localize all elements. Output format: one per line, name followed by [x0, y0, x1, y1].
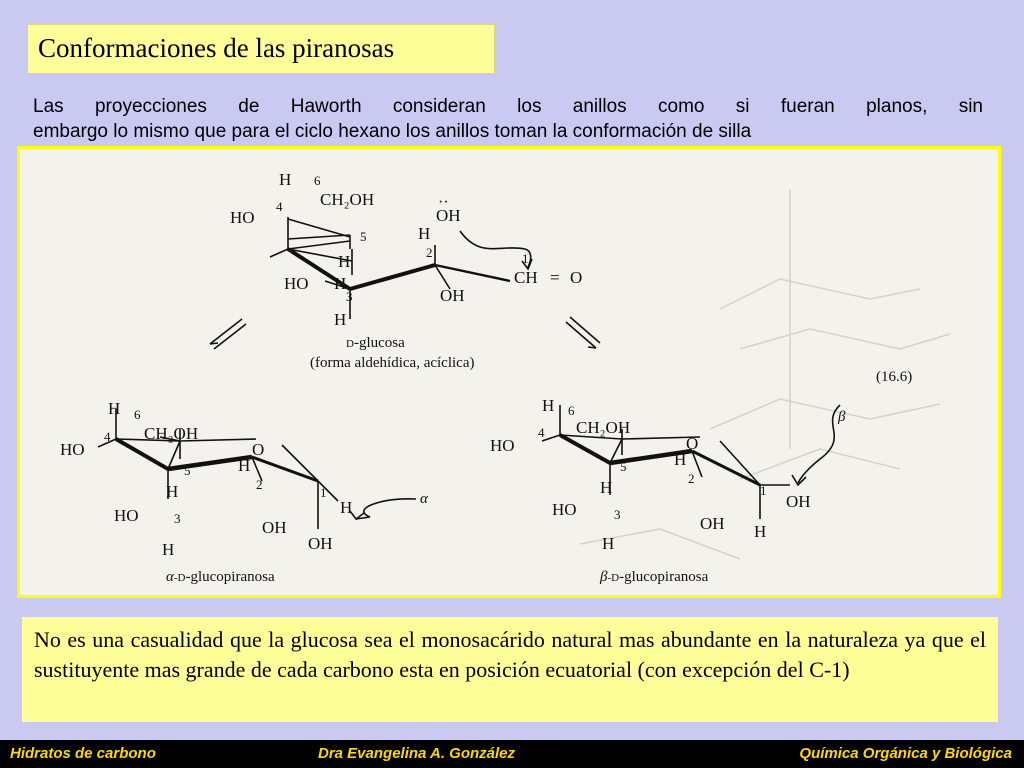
acyc-eq: = [550, 268, 560, 287]
acyc-h-bottom: H [334, 310, 347, 329]
beta-ho-left: HO [490, 436, 515, 455]
beta-h-c5: H [674, 450, 687, 469]
beta-oh-c1: OH [786, 492, 811, 511]
glucose-conformation-figure [17, 146, 1001, 598]
footer-center: Dra Evangelina A. González [318, 745, 515, 762]
acyclic-glucose [210, 170, 600, 371]
beta-c6: 6 [568, 403, 575, 418]
alpha-oh-c2: OH [262, 518, 287, 537]
beta-glucopyranose [490, 396, 846, 585]
note-box [22, 617, 998, 722]
alpha-c4: 4 [104, 429, 111, 444]
acyc-ho-c3: HO [284, 274, 309, 293]
acyc-h-c2: H [338, 252, 351, 271]
equation-number: (16.6) [876, 369, 913, 385]
alpha-o-ring: O [252, 440, 265, 459]
beta-name: β-D-glucopiranosa [600, 569, 709, 585]
beta-ho-c3: HO [552, 500, 577, 519]
alpha-c2: 2 [256, 477, 263, 492]
acyc-c2: 2 [426, 245, 433, 260]
beta-ch2oh: CH₂OH [576, 418, 631, 437]
acyc-o: O [570, 268, 583, 287]
intro-line-1: Las proyecciones de Haworth consideran los anillos como si fueran planos, sin [33, 96, 983, 117]
intro-line-2: embargo lo mismo que para el ciclo hexano los anillos toman la conformación de silla [33, 121, 752, 142]
acyc-c4: 4 [276, 199, 283, 214]
alpha-h-c4: H [166, 482, 179, 501]
acyc-name: D-glucosa [346, 335, 405, 351]
alpha-c5: 5 [184, 463, 191, 478]
note-text: No es una casualidad que la glucosa sea el monosacárido natural mas abundante en la naturaleza ya que el sustituyente mas grande de cada carbono esta en posición ecuatorial (con excepción del C-1) [34, 627, 986, 682]
alpha-ho-c3: HO [114, 506, 139, 525]
beta-anomer-label: β [838, 409, 846, 425]
acyc-ch: CH [514, 268, 538, 287]
acyc-h-c5: H [418, 224, 431, 243]
alpha-c3: 3 [174, 511, 181, 526]
chemistry-diagram [20, 149, 998, 595]
acyc-c5: 5 [360, 229, 367, 244]
acyc-c3: 3 [346, 289, 353, 304]
beta-h-c4: H [600, 478, 613, 497]
alpha-anomer-label: α [420, 491, 428, 507]
beta-c3: 3 [614, 507, 621, 522]
beta-c5: 5 [620, 459, 627, 474]
acyc-oh-top: OH [436, 206, 461, 225]
acyc-ho-left: HO [230, 208, 255, 227]
alpha-h-c5: H [238, 456, 251, 475]
acyc-c6: 6 [314, 173, 321, 188]
acyc-c1: 1 [522, 251, 529, 266]
alpha-h-top: H [108, 399, 121, 418]
beta-h-bottom: H [602, 534, 615, 553]
alpha-c1: 1 [320, 485, 327, 500]
alpha-h-bottom: H [162, 540, 175, 559]
beta-oh-c2: OH [700, 514, 725, 533]
beta-c2: 2 [688, 471, 695, 486]
alpha-h-c1: H [340, 498, 353, 517]
beta-o-ring: O [686, 434, 699, 453]
footer-left: Hidratos de carbono [10, 745, 156, 762]
acyc-oh-c2: OH [440, 286, 465, 305]
page-title: Conformaciones de las piranosas [38, 33, 395, 63]
acyc-ch2oh: CH₂OH [320, 190, 375, 209]
beta-c4: 4 [538, 425, 545, 440]
alpha-c6: 6 [134, 407, 141, 422]
alpha-ho-left: HO [60, 440, 85, 459]
alpha-glucopyranose [60, 399, 429, 585]
footer-bar [0, 740, 1024, 768]
footer-right: Química Orgánica y Biológica [799, 745, 1012, 762]
acyc-dots: ·· [438, 194, 449, 211]
title-box [27, 24, 495, 74]
intro-text [33, 94, 983, 144]
acyc-h-c3: H [334, 274, 347, 293]
acyc-form: (forma aldehídica, acíclica) [310, 355, 475, 371]
beta-c1: 1 [760, 483, 767, 498]
alpha-oh-c1: OH [308, 534, 333, 553]
acyc-h-top: H [279, 170, 292, 189]
beta-h-c1: H [754, 522, 767, 541]
alpha-ch2oh: CH₂OH [144, 424, 199, 443]
beta-h-top: H [542, 396, 555, 415]
alpha-name: α-D-glucopiranosa [166, 569, 275, 585]
